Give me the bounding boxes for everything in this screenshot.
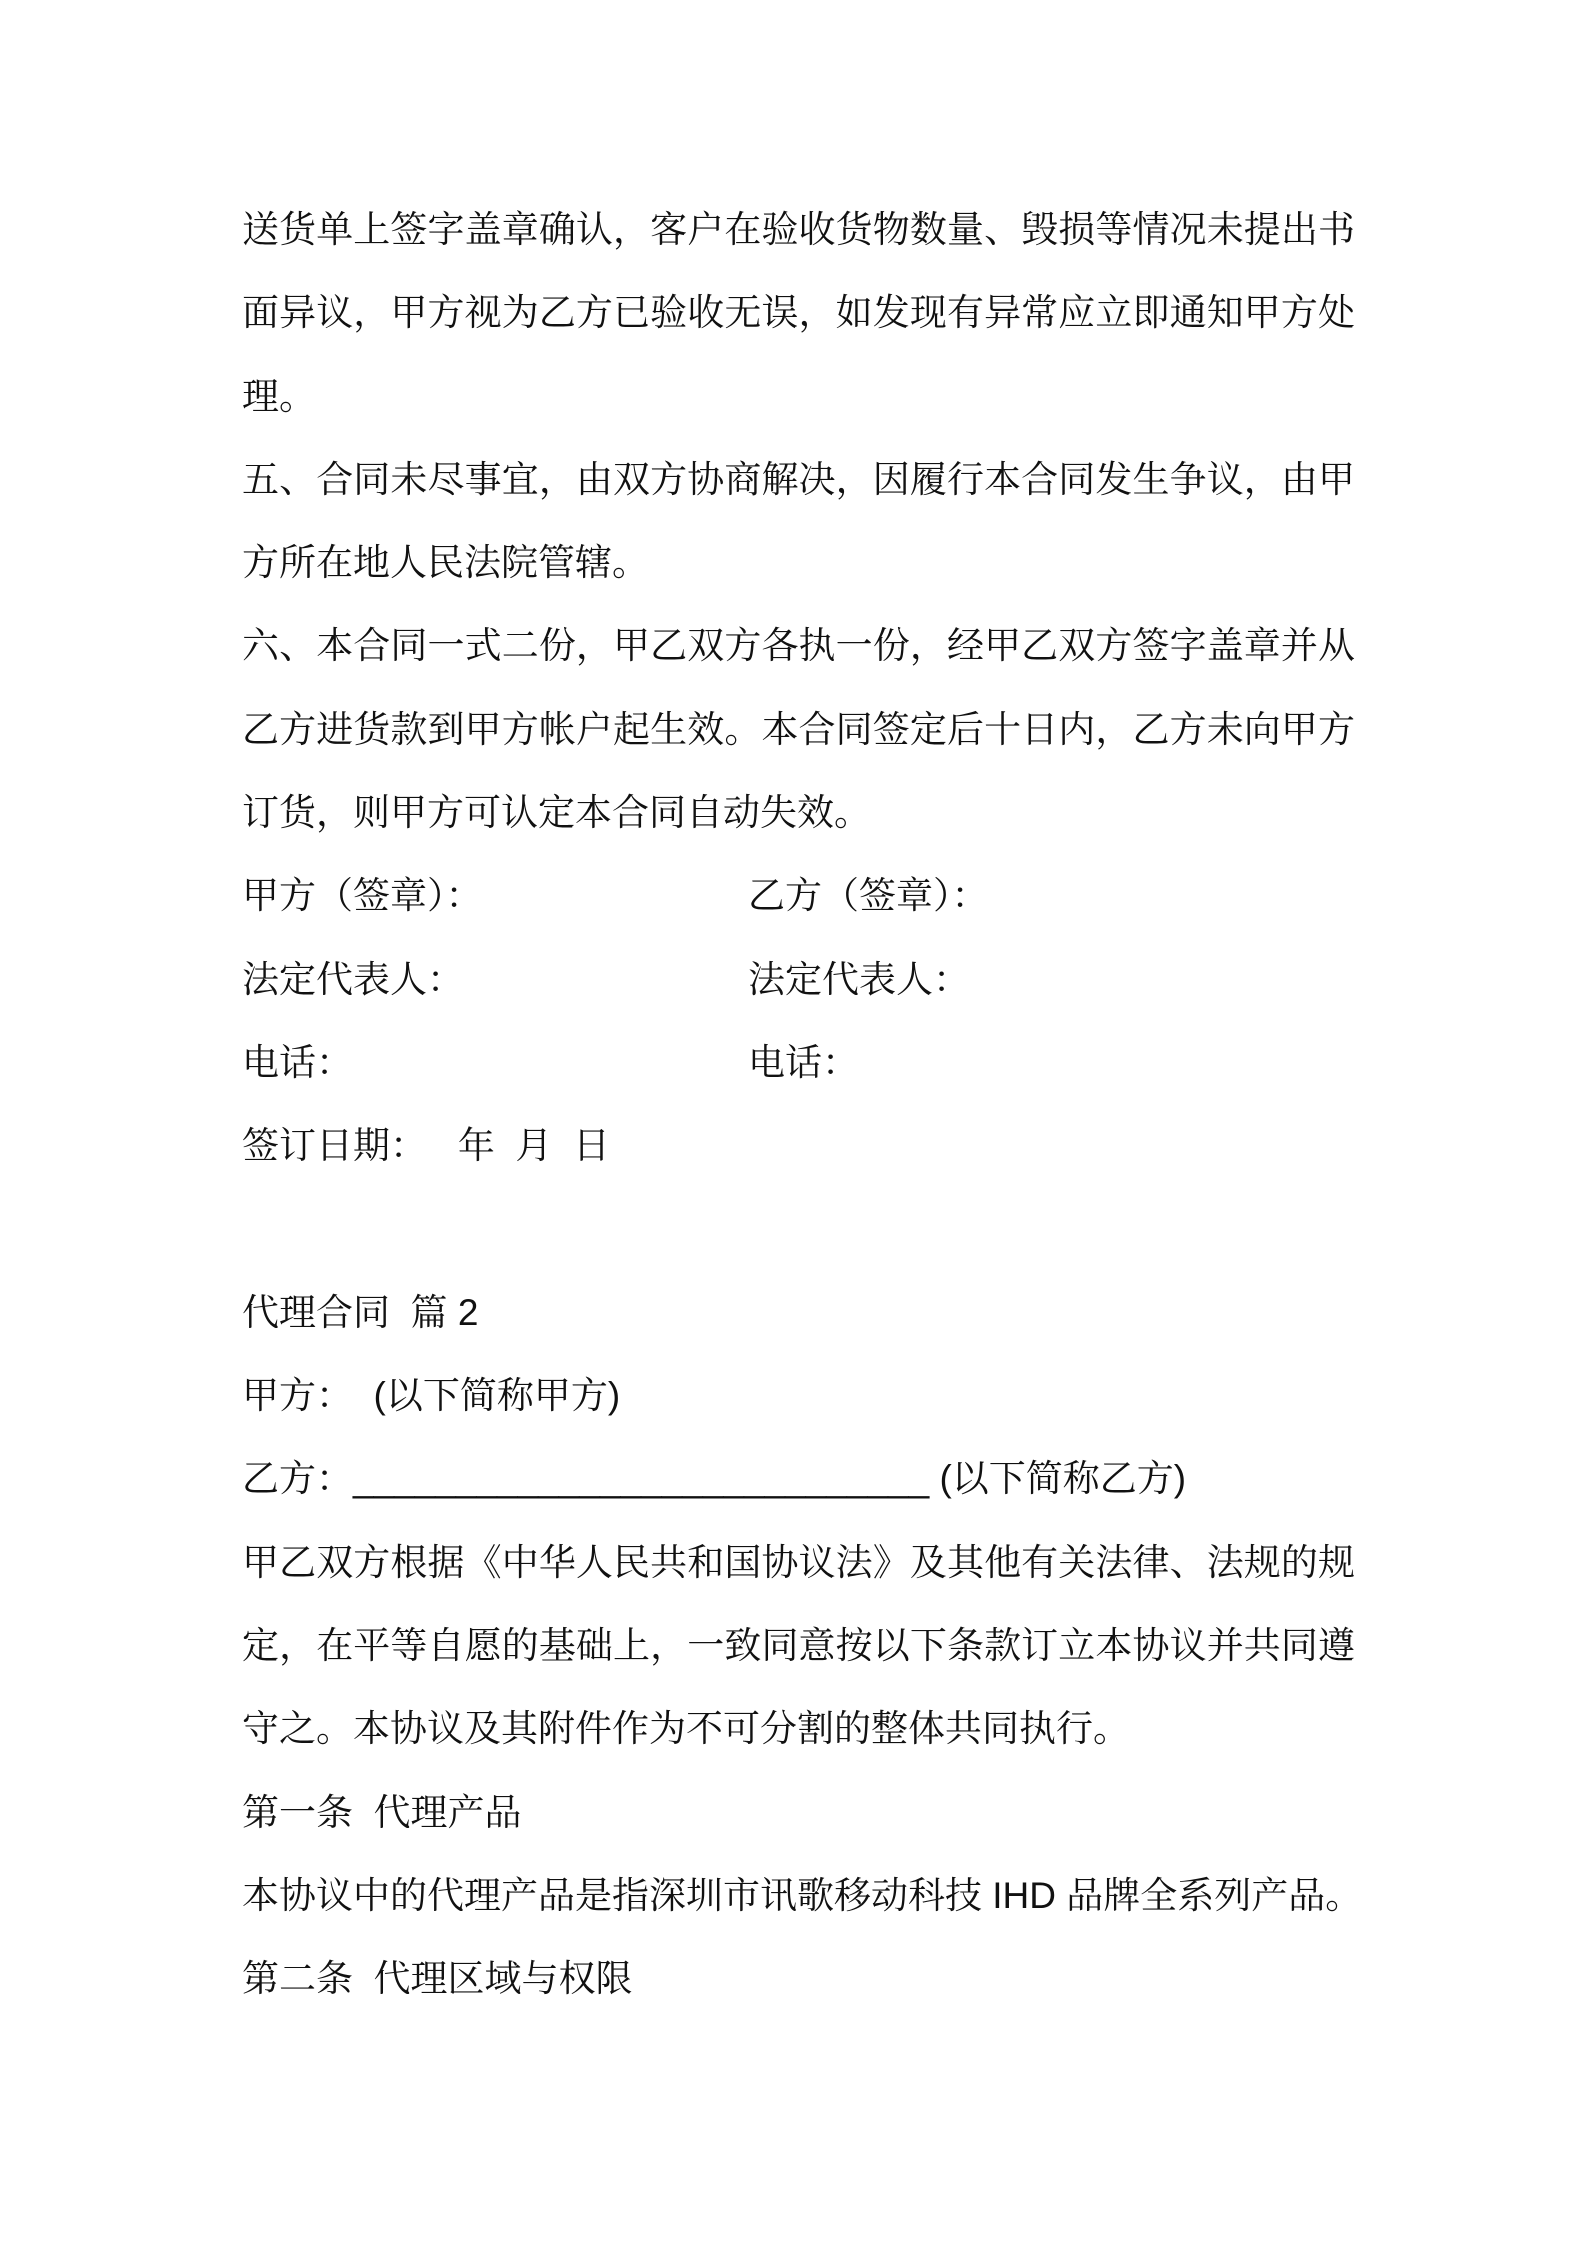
delivery-clause-line: 面异议，甲方视为乙方已验收无误，如发现有异常应立即通知甲方处 [242, 292, 1356, 334]
party-a-representative-label: 法定代表人： [242, 958, 464, 1000]
seal-row [242, 854, 1355, 937]
clause-six-line: 六、本合同一式二份，甲乙双方各执一份，经甲乙双方签字盖章并从 [242, 625, 1356, 667]
party-a-phone-label: 电话： [242, 1041, 353, 1083]
party-b-phone-label: 电话： [748, 1041, 859, 1083]
clause-five-line: 方所在地人民法院管辖。 [242, 542, 649, 584]
clause-six-line: 订货，则甲方可认定本合同自动失效。 [242, 792, 871, 834]
clause-six-line: 乙方进货款到甲方帐户起生效。本合同签定后十日内，乙方未向甲方 [242, 708, 1356, 750]
contract-2-title: 代理合同 篇 2 [242, 1291, 479, 1333]
delivery-clause-line: 送货单上签字盖章确认，客户在验收货物数量、毁损等情况未提出书 [242, 209, 1356, 250]
preamble-line: 甲乙双方根据《中华人民共和国协议法》及其他有关法律、法规的规 [242, 1541, 1356, 1583]
article-2-title: 第二条 代理区域与权限 [242, 1958, 633, 2000]
contract-2-party-a: 甲方： (以下简称甲方) [242, 1375, 621, 1417]
preamble-line: 定，在平等自愿的基础上，一致同意按以下条款订立本协议并共同遵 [242, 1625, 1356, 1667]
phone-row [242, 1021, 1355, 1104]
clause-five-line: 五、合同未尽事宜，由双方协商解决，因履行本合同发生争议，由甲 [242, 458, 1356, 500]
party-a-seal-label: 甲方（签章）： [242, 875, 483, 917]
preamble-line: 守之。本协议及其附件作为不可分割的整体共同执行。 [242, 1708, 1130, 1750]
document-body [242, 188, 1363, 2021]
article-1-body: 本协议中的代理产品是指深圳市讯歌移动科技 IHD 品牌全系列产品。 [242, 1874, 1363, 1916]
party-b-seal-label: 乙方（签章）： [748, 875, 989, 917]
representative-row [242, 938, 1355, 1021]
article-1-title: 第一条 代理产品 [242, 1791, 522, 1833]
contract-2-party-b: 乙方：____________________________ (以下简称乙方) [242, 1458, 1187, 1500]
party-b-representative-label: 法定代表人： [748, 958, 970, 1000]
signing-date-label: 签订日期： 年 月 日 [242, 1125, 610, 1167]
delivery-clause-line: 理。 [242, 375, 316, 417]
